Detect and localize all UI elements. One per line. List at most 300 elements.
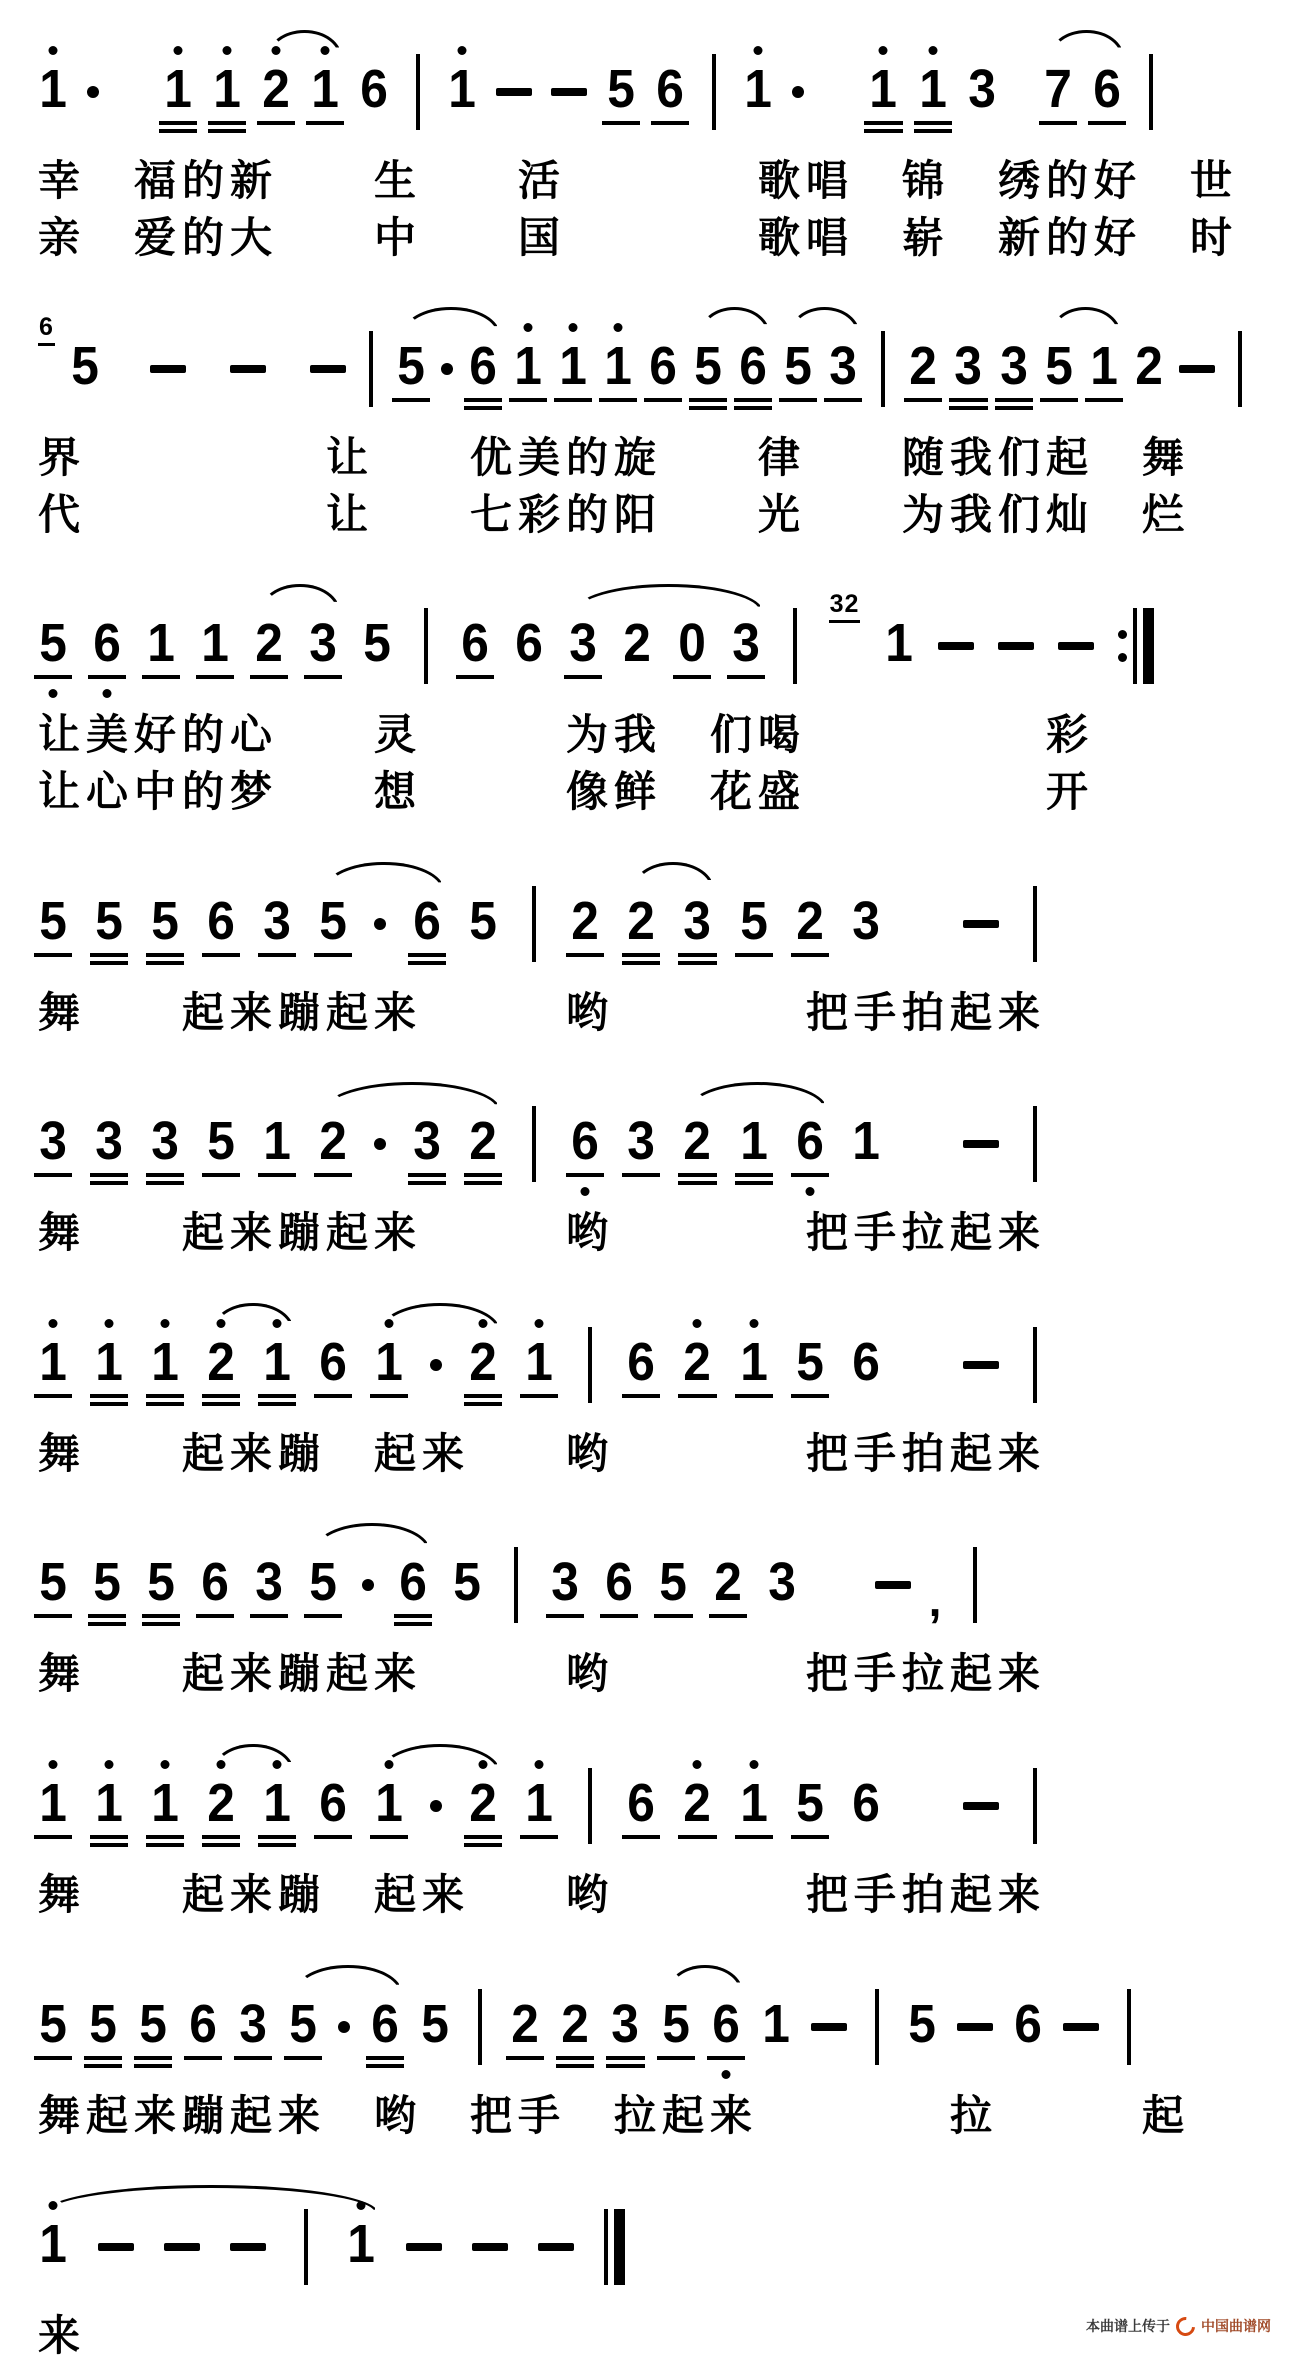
augmentation-dot bbox=[441, 363, 453, 375]
note: 1 bbox=[262, 1335, 292, 1389]
duration-dash bbox=[811, 2023, 847, 2031]
duration-underline bbox=[34, 1614, 72, 1618]
note: 5 bbox=[206, 1114, 236, 1168]
note: 5 bbox=[138, 1997, 168, 2051]
bar-line bbox=[1033, 886, 1037, 962]
duration-underline bbox=[196, 675, 234, 679]
duration-dash bbox=[1058, 642, 1094, 650]
notes-row bbox=[38, 1951, 1257, 2087]
augmentation-dot bbox=[87, 86, 99, 98]
note: 1 bbox=[558, 339, 588, 393]
duration-underline bbox=[90, 1835, 128, 1839]
duration-underline bbox=[304, 675, 342, 679]
duration-dash bbox=[230, 365, 266, 373]
augmentation-dot bbox=[374, 918, 386, 930]
duration-underline bbox=[995, 398, 1033, 402]
notes-row bbox=[38, 2171, 1257, 2307]
lyric-line: 让美好的心 灵 为我 们喝 彩 bbox=[38, 711, 1095, 759]
duration-underline bbox=[258, 1173, 296, 1177]
bar-line bbox=[1033, 1768, 1037, 1844]
duration-underline bbox=[464, 1835, 502, 1839]
grace-note: 6 bbox=[38, 313, 55, 346]
lyric-line: 舞 起来蹦 起来 哟 把手拍起来 bbox=[38, 1429, 1047, 1477]
octave-up-dot bbox=[105, 1319, 114, 1328]
duration-underline bbox=[408, 953, 446, 957]
duration-underline bbox=[146, 1402, 184, 1406]
note: 3 bbox=[262, 894, 292, 948]
slur-arc bbox=[212, 1744, 294, 1772]
augmentation-dot bbox=[338, 2021, 350, 2033]
duration-dash bbox=[538, 2243, 574, 2251]
slur-arc bbox=[1050, 307, 1121, 335]
duration-underline bbox=[464, 398, 502, 402]
duration-underline bbox=[791, 1835, 829, 1839]
duration-underline bbox=[257, 121, 295, 125]
notes-row bbox=[38, 1068, 1257, 1204]
duration-underline bbox=[134, 2064, 172, 2068]
duration-underline bbox=[735, 1835, 773, 1839]
note: 2 bbox=[682, 1114, 712, 1168]
duration-dash bbox=[406, 2243, 442, 2251]
note: 6 bbox=[200, 1555, 230, 1609]
duration-underline bbox=[506, 2056, 544, 2060]
duration-dash bbox=[230, 2243, 266, 2251]
duration-underline bbox=[88, 675, 126, 679]
slur-arc bbox=[267, 30, 342, 58]
note: 6 bbox=[398, 1555, 428, 1609]
system bbox=[38, 570, 1257, 819]
note: 3 bbox=[731, 616, 761, 670]
duration-underline bbox=[779, 398, 817, 402]
duration-underline bbox=[657, 2056, 695, 2060]
octave-up-dot bbox=[223, 46, 232, 55]
augmentation-dot bbox=[374, 1138, 386, 1150]
duration-underline bbox=[678, 961, 716, 965]
note: 5 bbox=[661, 1997, 691, 2051]
duration-underline bbox=[546, 1614, 584, 1618]
duration-underline bbox=[408, 1173, 446, 1177]
octave-up-dot bbox=[105, 1760, 114, 1769]
note: 5 bbox=[71, 336, 99, 397]
duration-dash bbox=[963, 920, 999, 928]
duration-underline bbox=[284, 2056, 322, 2060]
note: 3 bbox=[626, 1114, 656, 1168]
bar-line bbox=[416, 54, 420, 130]
note: 2 bbox=[1134, 336, 1163, 397]
bar-line bbox=[424, 608, 428, 684]
octave-down-dot bbox=[805, 1187, 814, 1196]
note: 6 bbox=[1013, 1993, 1042, 2054]
duration-underline bbox=[599, 398, 637, 402]
note: 1 bbox=[524, 1335, 554, 1389]
duration-underline bbox=[678, 1181, 716, 1185]
note: 3 bbox=[238, 1997, 268, 2051]
note: 0 bbox=[677, 616, 707, 670]
duration-dash bbox=[938, 642, 974, 650]
duration-underline bbox=[914, 121, 952, 125]
duration-underline bbox=[554, 398, 592, 402]
duration-underline bbox=[566, 1173, 604, 1177]
slur-arc bbox=[294, 1965, 402, 1993]
duration-underline bbox=[464, 1402, 502, 1406]
duration-dash bbox=[875, 1581, 911, 1589]
duration-underline bbox=[258, 1835, 296, 1839]
duration-underline bbox=[314, 1394, 352, 1398]
spacer bbox=[118, 115, 144, 116]
duration-underline bbox=[142, 1614, 180, 1618]
note: 6 bbox=[851, 1772, 880, 1833]
note: 1 bbox=[38, 2217, 68, 2271]
spacer bbox=[201, 392, 215, 393]
note: 3 bbox=[38, 1114, 68, 1168]
slur-arc bbox=[260, 584, 340, 612]
octave-up-dot bbox=[535, 1760, 544, 1769]
system bbox=[38, 16, 1257, 265]
duration-underline bbox=[196, 1614, 234, 1618]
duration-dash bbox=[963, 1361, 999, 1369]
note: 5 bbox=[150, 894, 180, 948]
note: 1 bbox=[1089, 339, 1119, 393]
slur-arc bbox=[789, 307, 860, 335]
duration-underline bbox=[1039, 121, 1077, 125]
note: 5 bbox=[318, 894, 348, 948]
note: 5 bbox=[469, 890, 498, 951]
duration-underline bbox=[727, 675, 765, 679]
lyric-line: 舞起来蹦起来 哟 把手 拉起来 拉 起 bbox=[38, 2091, 1191, 2139]
duration-underline bbox=[202, 953, 240, 957]
octave-up-dot bbox=[161, 1760, 170, 1769]
note: 1 bbox=[163, 62, 193, 116]
duration-underline bbox=[520, 1394, 558, 1398]
spacer bbox=[281, 392, 295, 393]
bar-line bbox=[1033, 1106, 1037, 1182]
octave-up-dot bbox=[161, 1319, 170, 1328]
watermark-text: 本曲谱上传于 bbox=[1086, 2318, 1170, 2334]
note: 2 bbox=[795, 894, 825, 948]
note: 2 bbox=[318, 1114, 348, 1168]
octave-up-dot bbox=[524, 323, 533, 332]
duration-underline bbox=[208, 129, 246, 133]
duration-underline bbox=[464, 406, 502, 410]
duration-underline bbox=[678, 1835, 716, 1839]
note: 1 bbox=[868, 62, 898, 116]
duration-underline bbox=[622, 961, 660, 965]
system bbox=[38, 1068, 1257, 1261]
note: 5 bbox=[421, 1993, 450, 2054]
octave-down-dot bbox=[721, 2070, 730, 2079]
qupu-site-logo-icon bbox=[1172, 2313, 1199, 2340]
system bbox=[38, 848, 1257, 1041]
duration-underline bbox=[208, 121, 246, 125]
note: 2 bbox=[206, 1776, 236, 1830]
duration-underline bbox=[90, 1173, 128, 1177]
lyric-line: 亲 爱的大 中 国 歌唱 崭 新的好 时 bbox=[38, 213, 1239, 261]
bar-line bbox=[478, 1989, 482, 2065]
lyric-line: 舞 起来蹦 起来 哟 把手拍起来 bbox=[38, 1870, 1047, 1918]
slur-arc bbox=[314, 1523, 430, 1551]
note: 5 bbox=[92, 1555, 122, 1609]
system bbox=[38, 1509, 1257, 1702]
lyric-line: 舞 起来蹦起来 哟 把手拉起来 bbox=[38, 1209, 1047, 1257]
notes-row bbox=[38, 1730, 1257, 1866]
duration-underline bbox=[644, 398, 682, 402]
note: 6 bbox=[795, 1114, 825, 1168]
note: 6 bbox=[318, 1335, 348, 1389]
note: 3 bbox=[767, 1552, 796, 1613]
note: 7 bbox=[1043, 62, 1073, 116]
note: 2 bbox=[908, 339, 938, 393]
duration-underline bbox=[606, 2056, 644, 2060]
duration-underline bbox=[689, 398, 727, 402]
duration-underline bbox=[258, 1394, 296, 1398]
duration-underline bbox=[88, 1622, 126, 1626]
bar-line bbox=[1238, 331, 1242, 407]
duration-dash bbox=[1179, 365, 1215, 373]
duration-underline bbox=[90, 1402, 128, 1406]
duration-underline bbox=[600, 1614, 638, 1618]
system bbox=[38, 293, 1257, 542]
note: 1 bbox=[200, 616, 230, 670]
note: 2 bbox=[570, 894, 600, 948]
duration-underline bbox=[464, 1181, 502, 1185]
bar-line bbox=[1149, 54, 1153, 130]
duration-underline bbox=[84, 2064, 122, 2068]
spacer bbox=[907, 947, 937, 948]
bar-line bbox=[514, 1547, 518, 1623]
duration-dash bbox=[150, 365, 186, 373]
note: 5 bbox=[795, 1776, 825, 1830]
note: 1 bbox=[150, 1776, 180, 1830]
note: 1 bbox=[743, 62, 773, 116]
duration-underline bbox=[602, 121, 640, 125]
lyric-line: 幸 福的新 生 活 歌唱 锦 绣的好 世 bbox=[38, 157, 1239, 204]
duration-underline bbox=[258, 1843, 296, 1847]
duration-underline bbox=[1040, 398, 1078, 402]
note: 6 bbox=[626, 1776, 656, 1830]
duration-dash bbox=[998, 642, 1034, 650]
note: 6 bbox=[738, 339, 768, 393]
watermark bbox=[1086, 2316, 1271, 2336]
duration-dash bbox=[957, 2023, 993, 2031]
duration-underline bbox=[735, 953, 773, 957]
duration-underline bbox=[159, 121, 197, 125]
bar-line bbox=[532, 1106, 536, 1182]
duration-underline bbox=[250, 675, 288, 679]
slur-arc bbox=[688, 1082, 827, 1110]
duration-underline bbox=[791, 1394, 829, 1398]
note: 5 bbox=[288, 1997, 318, 2051]
duration-underline bbox=[304, 1614, 342, 1618]
octave-up-dot bbox=[49, 1760, 58, 1769]
duration-underline bbox=[914, 129, 952, 133]
note: 3 bbox=[967, 59, 996, 119]
slur-arc bbox=[44, 2185, 378, 2213]
note: 6 bbox=[460, 616, 490, 670]
duration-underline bbox=[734, 398, 772, 402]
duration-underline bbox=[864, 129, 902, 133]
note: 2 bbox=[623, 613, 652, 674]
note: 1 bbox=[513, 339, 543, 393]
augmentation-dot bbox=[792, 86, 804, 98]
note: 5 bbox=[38, 894, 68, 948]
note: 5 bbox=[658, 1555, 688, 1609]
system bbox=[38, 2171, 1257, 2364]
duration-underline bbox=[202, 1402, 240, 1406]
duration-underline bbox=[622, 953, 660, 957]
note: 1 bbox=[374, 1776, 404, 1830]
note: 1 bbox=[146, 616, 176, 670]
duration-underline bbox=[707, 2056, 745, 2060]
octave-up-dot bbox=[749, 1319, 758, 1328]
note: 2 bbox=[682, 1776, 712, 1830]
note: 2 bbox=[206, 1335, 236, 1389]
duration-underline bbox=[678, 953, 716, 957]
duration-underline bbox=[146, 1394, 184, 1398]
duration-underline bbox=[34, 1173, 72, 1177]
duration-dash bbox=[963, 1140, 999, 1148]
bar-line bbox=[588, 1327, 592, 1403]
note: 2 bbox=[468, 1335, 498, 1389]
duration-underline bbox=[258, 1402, 296, 1406]
duration-underline bbox=[88, 1614, 126, 1618]
note: 5 bbox=[38, 1997, 68, 2051]
duration-underline bbox=[142, 1622, 180, 1626]
duration-underline bbox=[464, 1394, 502, 1398]
spacer bbox=[907, 1167, 937, 1168]
bar-line bbox=[881, 331, 885, 407]
bar-line bbox=[588, 1768, 592, 1844]
duration-underline bbox=[159, 129, 197, 133]
duration-underline bbox=[566, 953, 604, 957]
note: 1 bbox=[212, 62, 242, 116]
note: 5 bbox=[907, 1993, 936, 2054]
note: 6 bbox=[412, 894, 442, 948]
duration-underline bbox=[556, 2064, 594, 2068]
augmentation-dot bbox=[430, 1800, 442, 1812]
duration-underline bbox=[234, 2056, 272, 2060]
duration-underline bbox=[709, 1614, 747, 1618]
note: 5 bbox=[606, 62, 636, 116]
duration-underline bbox=[314, 953, 352, 957]
duration-underline bbox=[34, 2056, 72, 2060]
note: 1 bbox=[851, 1111, 880, 1172]
duration-underline bbox=[146, 953, 184, 957]
duration-underline bbox=[509, 398, 547, 402]
slur-arc bbox=[632, 862, 714, 890]
note: 2 bbox=[713, 1555, 743, 1609]
repeat-end-bar-line bbox=[1118, 608, 1154, 684]
duration-underline bbox=[673, 675, 711, 679]
bar-line bbox=[304, 2209, 308, 2285]
system bbox=[38, 1951, 1257, 2144]
note: 6 bbox=[318, 1776, 348, 1830]
bar-line bbox=[793, 608, 797, 684]
duration-underline bbox=[791, 1173, 829, 1177]
duration-underline bbox=[90, 961, 128, 965]
duration-underline bbox=[408, 1181, 446, 1185]
note: 2 bbox=[682, 1335, 712, 1389]
duration-underline bbox=[34, 953, 72, 957]
duration-dash bbox=[164, 2243, 200, 2251]
system bbox=[38, 1289, 1257, 1482]
note: 6 bbox=[360, 59, 389, 119]
duration-underline bbox=[556, 2056, 594, 2060]
note: 6 bbox=[655, 62, 685, 116]
duration-underline bbox=[606, 2064, 644, 2068]
note: 1 bbox=[447, 62, 477, 116]
note: 1 bbox=[38, 62, 68, 116]
note: 6 bbox=[1092, 62, 1122, 116]
duration-underline bbox=[392, 398, 430, 402]
note: 6 bbox=[188, 1997, 218, 2051]
note: 3 bbox=[828, 339, 858, 393]
duration-underline bbox=[90, 1843, 128, 1847]
bar-line bbox=[712, 54, 716, 130]
note: 1 bbox=[761, 1993, 790, 2054]
duration-underline bbox=[90, 1394, 128, 1398]
duration-underline bbox=[146, 1173, 184, 1177]
note: 3 bbox=[999, 339, 1029, 393]
duration-dash bbox=[551, 88, 587, 96]
note: 1 bbox=[262, 1776, 292, 1830]
system bbox=[38, 1730, 1257, 1923]
duration-underline bbox=[651, 121, 689, 125]
notes-row bbox=[38, 1509, 1257, 1645]
duration-underline bbox=[1085, 398, 1123, 402]
duration-underline bbox=[202, 1394, 240, 1398]
slur-arc bbox=[212, 1303, 294, 1331]
bar-line bbox=[973, 1547, 977, 1623]
note: 6 bbox=[570, 1114, 600, 1168]
notes-row bbox=[38, 848, 1257, 984]
duration-underline bbox=[408, 961, 446, 965]
duration-underline bbox=[394, 1614, 432, 1618]
note: 1 bbox=[739, 1114, 769, 1168]
breath-mark: , bbox=[928, 1574, 942, 1627]
note: 1 bbox=[374, 1335, 404, 1389]
note: 2 bbox=[468, 1776, 498, 1830]
note: 1 bbox=[38, 1776, 68, 1830]
duration-underline bbox=[520, 1835, 558, 1839]
duration-underline bbox=[735, 1181, 773, 1185]
note: 3 bbox=[953, 339, 983, 393]
note: 5 bbox=[795, 1335, 825, 1389]
note: 6 bbox=[515, 613, 544, 674]
duration-underline bbox=[146, 1835, 184, 1839]
note: 5 bbox=[453, 1552, 482, 1613]
duration-underline bbox=[791, 953, 829, 957]
duration-underline bbox=[735, 1173, 773, 1177]
duration-underline bbox=[142, 675, 180, 679]
note: 1 bbox=[94, 1335, 124, 1389]
note: 5 bbox=[363, 613, 392, 674]
note: 3 bbox=[851, 890, 880, 951]
note: 6 bbox=[206, 894, 236, 948]
duration-underline bbox=[689, 406, 727, 410]
duration-underline bbox=[654, 1614, 692, 1618]
note: 6 bbox=[648, 339, 678, 393]
octave-up-dot bbox=[458, 46, 467, 55]
note: 1 bbox=[918, 62, 948, 116]
bar-line bbox=[1127, 1989, 1131, 2065]
note: 1 bbox=[94, 1776, 124, 1830]
note: 3 bbox=[254, 1555, 284, 1609]
spacer bbox=[907, 1829, 937, 1830]
duration-underline bbox=[366, 2056, 404, 2060]
watermark-site-name: 中国曲谱网 bbox=[1201, 2318, 1271, 2334]
duration-underline bbox=[34, 1835, 72, 1839]
note: 1 bbox=[885, 613, 914, 674]
